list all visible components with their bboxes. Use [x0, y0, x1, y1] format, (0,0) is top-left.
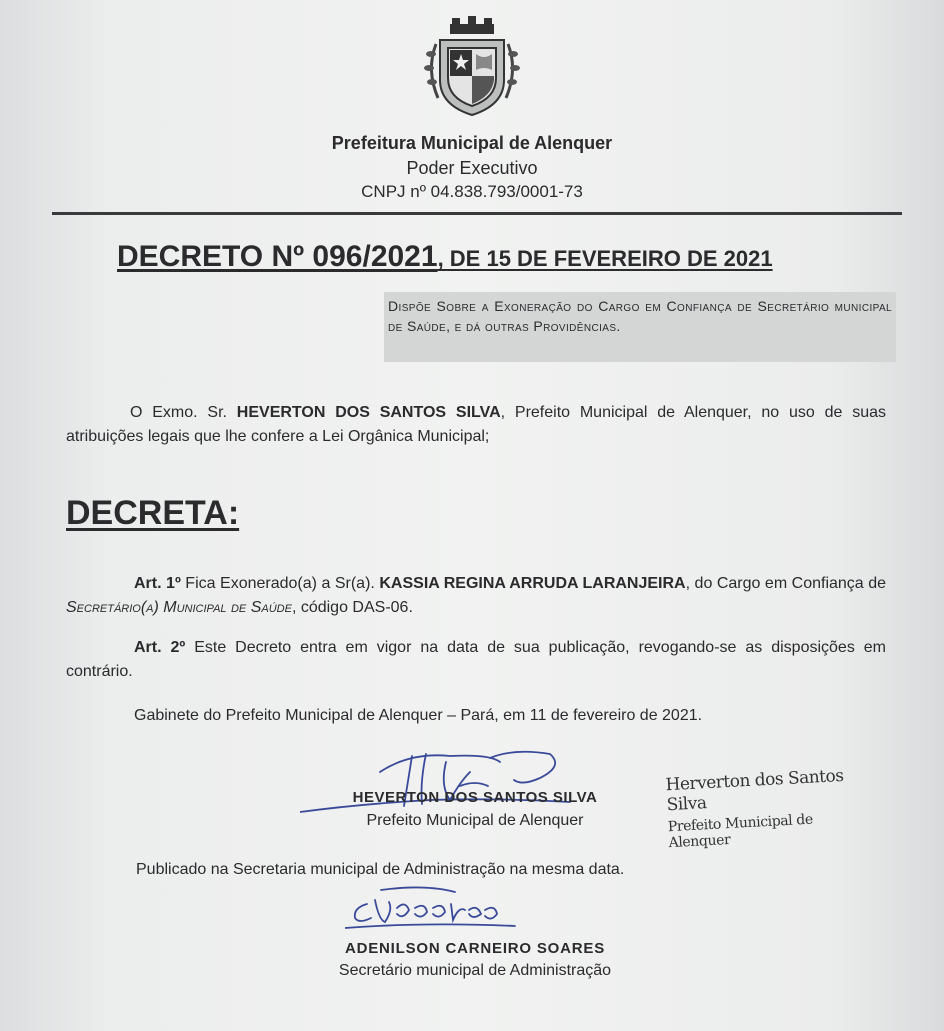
stamp-role: Prefeito Municipal de Alenquer	[667, 811, 814, 852]
article-2	[66, 636, 886, 684]
article-1-text-before: Fica Exonerado(a) a Sr(a).	[180, 575, 380, 592]
intro-mayor-name: HEVERTON DOS SANTOS SILVA	[236, 404, 501, 421]
header-divider	[52, 212, 902, 215]
stamp-name: Herverton dos Santos Silva	[665, 765, 844, 816]
article-2-text: Este Decreto entra em vigor na data de sua publicação, revogando-se as disposições em contrário.	[66, 639, 886, 680]
article-1-person: KASSIA REGINA ARRUDA LARANJEIRA	[379, 575, 686, 592]
article-1	[66, 572, 886, 620]
secretary-role: Secretário municipal de Administração	[338, 962, 612, 979]
intro-prefix: O Exmo. Sr.	[130, 404, 237, 421]
decree-number: DECRETO Nº 096/2021	[117, 240, 438, 273]
mayor-stamp	[665, 765, 869, 851]
secretary-name: ADENILSON CARNEIRO SOARES	[344, 940, 606, 957]
place-date: Gabinete do Prefeito Municipal de Alenquer – Pará, em 11 de fevereiro de 2021.	[134, 707, 703, 724]
mayor-signature-name: HEVERTON DOS SANTOS SILVA	[352, 789, 598, 806]
header-title: Prefeitura Municipal de Alenquer	[331, 133, 613, 153]
publication-note: Publicado na Secretaria municipal de Administração na mesma data.	[136, 861, 625, 878]
header-subtitle: Poder Executivo	[406, 158, 538, 178]
decree-date: , DE 15 DE FEVEREIRO DE 2021	[437, 246, 773, 271]
article-1-label: Art. 1º	[134, 575, 181, 592]
article-2-label: Art. 2º	[134, 639, 186, 656]
intro-suffix: , Prefeito Municipal de Alenquer, no uso de suas atribuições legais que lhe confere a Lei Orgânica Municipal;	[66, 404, 887, 445]
intro-paragraph	[66, 401, 886, 449]
article-1-text-middle: , do Cargo em Confiança de	[685, 575, 886, 592]
secretary-signature-icon	[345, 880, 520, 935]
mayor-signature-role: Prefeito Municipal de Alenquer	[366, 812, 584, 829]
decree-summary: Dispõe Sobre a Exoneração do Cargo em Confiança de Secretário municipal de Saúde, e dá outras Providências.	[384, 292, 896, 362]
decree-title	[117, 240, 773, 274]
article-1-text-after: , código DAS-06.	[291, 599, 413, 616]
header-cnpj: CNPJ nº 04.838.793/0001-73	[361, 182, 583, 201]
mayor-signature-icon	[300, 742, 580, 822]
coat-of-arms-icon	[420, 10, 524, 120]
decreta-heading: DECRETA:	[66, 494, 240, 532]
article-1-position: Secretário(a) Municipal de Saúde	[66, 599, 292, 616]
